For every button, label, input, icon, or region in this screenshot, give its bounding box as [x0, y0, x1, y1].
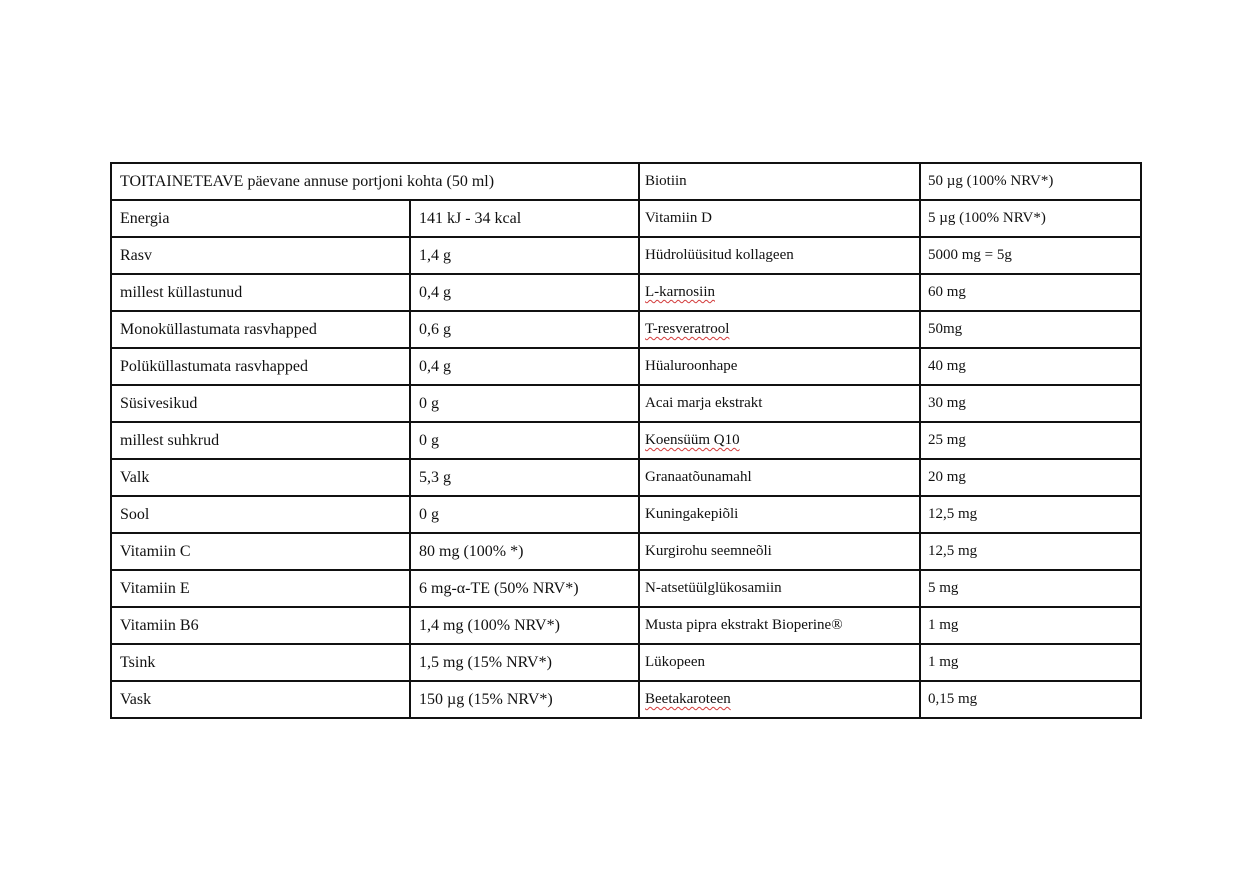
ingredient-name: Acai marja ekstrakt	[638, 386, 921, 423]
nutrient-name: Monoküllastumata rasvhapped	[112, 312, 411, 349]
ingredient-name-text: L-karnosiin	[645, 284, 715, 300]
ingredient-name: Lükopeen	[638, 645, 921, 682]
nutrient-name: Energia	[112, 201, 411, 238]
nutrient-value: 80 mg (100% *)	[411, 534, 640, 571]
nutrient-value: 150 µg (15% NRV*)	[411, 682, 640, 719]
nutrient-name: Vitamiin E	[112, 571, 411, 608]
ingredient-name	[638, 312, 921, 349]
ingredient-name: Granaatõunamahl	[638, 460, 921, 497]
ingredient-name: Vitamiin D	[638, 201, 921, 238]
ingredient-value: 5 µg (100% NRV*)	[921, 201, 1140, 238]
ingredient-name: Hüaluroonhape	[638, 349, 921, 386]
ingredient-name	[638, 423, 921, 460]
ingredient-value: 50mg	[921, 312, 1140, 349]
nutrient-name: Sool	[112, 497, 411, 534]
ingredient-value: 5000 mg = 5g	[921, 238, 1140, 275]
ingredient-name: Hüdrolüüsitud kollageen	[638, 238, 921, 275]
ingredient-name: Kurgirohu seemneõli	[638, 534, 921, 571]
ingredient-value: 0,15 mg	[921, 682, 1140, 719]
ingredient-value: 12,5 mg	[921, 497, 1140, 534]
ingredient-value: 1 mg	[921, 645, 1140, 682]
ingredient-name-text: Beetakaroteen	[645, 691, 731, 707]
nutrient-value: 0,4 g	[411, 349, 640, 386]
ingredient-name-text: T-resveratrool	[645, 321, 730, 337]
nutrient-value: 141 kJ - 34 kcal	[411, 201, 640, 238]
nutrient-value: 1,4 g	[411, 238, 640, 275]
ingredient-name	[638, 682, 921, 719]
nutrient-value: 1,4 mg (100% NRV*)	[411, 608, 640, 645]
nutrition-table-left	[110, 162, 640, 719]
nutrient-name: Polüküllastumata rasvhapped	[112, 349, 411, 386]
nutrient-value: 0,6 g	[411, 312, 640, 349]
ingredient-value: 1 mg	[921, 608, 1140, 645]
ingredient-name: Kuningakepiõli	[638, 497, 921, 534]
nutrient-value: 0 g	[411, 423, 640, 460]
table-header: TOITAINETEAVE päevane annuse portjoni kohta (50 ml)	[112, 164, 640, 201]
nutrient-value: 1,5 mg (15% NRV*)	[411, 645, 640, 682]
nutrient-name: Tsink	[112, 645, 411, 682]
ingredient-value: 25 mg	[921, 423, 1140, 460]
ingredient-name: Biotiin	[638, 164, 921, 201]
ingredient-value: 20 mg	[921, 460, 1140, 497]
nutrient-name: Vitamiin C	[112, 534, 411, 571]
ingredient-value: 40 mg	[921, 349, 1140, 386]
ingredient-value: 60 mg	[921, 275, 1140, 312]
nutrient-name: Vask	[112, 682, 411, 719]
nutrient-value: 0 g	[411, 386, 640, 423]
ingredient-name-text: Koensüüm Q10	[645, 432, 740, 448]
ingredient-value: 50 µg (100% NRV*)	[921, 164, 1140, 201]
nutrient-value: 5,3 g	[411, 460, 640, 497]
nutrient-name: Vitamiin B6	[112, 608, 411, 645]
ingredient-name	[638, 275, 921, 312]
nutrient-name: Valk	[112, 460, 411, 497]
nutrient-name: millest suhkrud	[112, 423, 411, 460]
ingredient-value: 12,5 mg	[921, 534, 1140, 571]
nutrient-value: 0 g	[411, 497, 640, 534]
ingredient-value: 5 mg	[921, 571, 1140, 608]
ingredient-value: 30 mg	[921, 386, 1140, 423]
nutrient-value: 0,4 g	[411, 275, 640, 312]
ingredient-name: Musta pipra ekstrakt Bioperine®	[638, 608, 921, 645]
nutrient-value: 6 mg-α-TE (50% NRV*)	[411, 571, 640, 608]
nutrition-table-right	[638, 162, 1142, 719]
nutrient-name: Süsivesikud	[112, 386, 411, 423]
nutrient-name: Rasv	[112, 238, 411, 275]
ingredient-name: N-atsetüülglükosamiin	[638, 571, 921, 608]
nutrient-name: millest küllastunud	[112, 275, 411, 312]
